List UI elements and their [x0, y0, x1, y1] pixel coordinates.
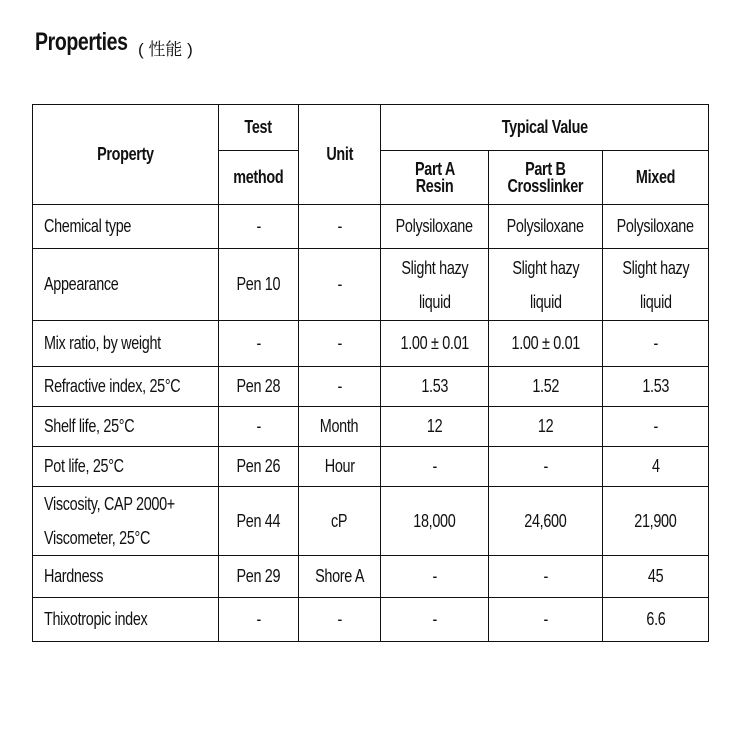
property-cell: Pot life, 25°C [33, 447, 219, 487]
method-cell: Pen 44 [219, 487, 299, 556]
method-cell: Pen 29 [219, 556, 299, 598]
property-cell: Refractive index, 25°C [33, 367, 219, 407]
header-test-method-top: Test [219, 105, 299, 151]
header-row-1 [33, 105, 709, 151]
unit-cell: - [299, 367, 381, 407]
header-property: Property [33, 105, 219, 205]
property-cell: Shelf life, 25°C [33, 407, 219, 447]
title-main: Properties [35, 28, 128, 56]
mixed-cell: Slight hazy liquid [603, 249, 709, 321]
mixed-cell: 6.6 [603, 598, 709, 642]
method-cell: Pen 26 [219, 447, 299, 487]
mixed-cell: 21,900 [603, 487, 709, 556]
unit-cell: - [299, 321, 381, 367]
unit-cell: Shore A [299, 556, 381, 598]
table-row [33, 407, 709, 447]
header-mixed: Mixed [603, 151, 709, 205]
method-cell: Pen 10 [219, 249, 299, 321]
unit-cell: - [299, 249, 381, 321]
mixed-cell: 1.53 [603, 367, 709, 407]
title-sub: ( 性能 ) [138, 40, 193, 59]
header-part-b: Part B Crosslinker [489, 151, 603, 205]
part-b-cell: Polysiloxane [489, 205, 603, 249]
property-cell: Chemical type [33, 205, 219, 249]
table-row [33, 205, 709, 249]
part-a-cell: - [381, 556, 489, 598]
part-b-cell: 12 [489, 407, 603, 447]
header-unit: Unit [299, 105, 381, 205]
unit-cell: - [299, 598, 381, 642]
mixed-cell: Polysiloxane [603, 205, 709, 249]
mixed-cell: - [603, 321, 709, 367]
header-typical-value: Typical Value [381, 105, 709, 151]
part-a-cell: 12 [381, 407, 489, 447]
part-a-cell: 1.53 [381, 367, 489, 407]
part-a-cell: 1.00 ± 0.01 [381, 321, 489, 367]
mixed-cell: 45 [603, 556, 709, 598]
part-b-cell: 1.52 [489, 367, 603, 407]
header-part-a: Part A Resin [381, 151, 489, 205]
method-cell: Pen 28 [219, 367, 299, 407]
page-title [35, 28, 193, 59]
property-cell: Appearance [33, 249, 219, 321]
unit-cell: - [299, 205, 381, 249]
properties-table [32, 104, 709, 642]
unit-cell: cP [299, 487, 381, 556]
property-cell: Thixotropic index [33, 598, 219, 642]
part-b-cell: 24,600 [489, 487, 603, 556]
property-cell: Viscosity, CAP 2000+ Viscometer, 25°C [33, 487, 219, 556]
table-row [33, 487, 709, 556]
unit-cell: Month [299, 407, 381, 447]
property-cell: Hardness [33, 556, 219, 598]
table-row [33, 321, 709, 367]
part-b-cell: - [489, 598, 603, 642]
method-cell: - [219, 598, 299, 642]
part-a-cell: - [381, 447, 489, 487]
method-cell: - [219, 321, 299, 367]
table-row [33, 367, 709, 407]
table-row [33, 556, 709, 598]
mixed-cell: 4 [603, 447, 709, 487]
method-cell: - [219, 407, 299, 447]
table-row [33, 598, 709, 642]
part-a-cell: Slight hazy liquid [381, 249, 489, 321]
part-a-cell: 18,000 [381, 487, 489, 556]
table-row [33, 447, 709, 487]
part-b-cell: - [489, 556, 603, 598]
unit-cell: Hour [299, 447, 381, 487]
part-b-cell: - [489, 447, 603, 487]
mixed-cell: - [603, 407, 709, 447]
part-b-cell: 1.00 ± 0.01 [489, 321, 603, 367]
method-cell: - [219, 205, 299, 249]
part-b-cell: Slight hazy liquid [489, 249, 603, 321]
table-row [33, 249, 709, 321]
property-cell: Mix ratio, by weight [33, 321, 219, 367]
part-a-cell: Polysiloxane [381, 205, 489, 249]
part-a-cell: - [381, 598, 489, 642]
header-test-method-bottom: method [219, 151, 299, 205]
